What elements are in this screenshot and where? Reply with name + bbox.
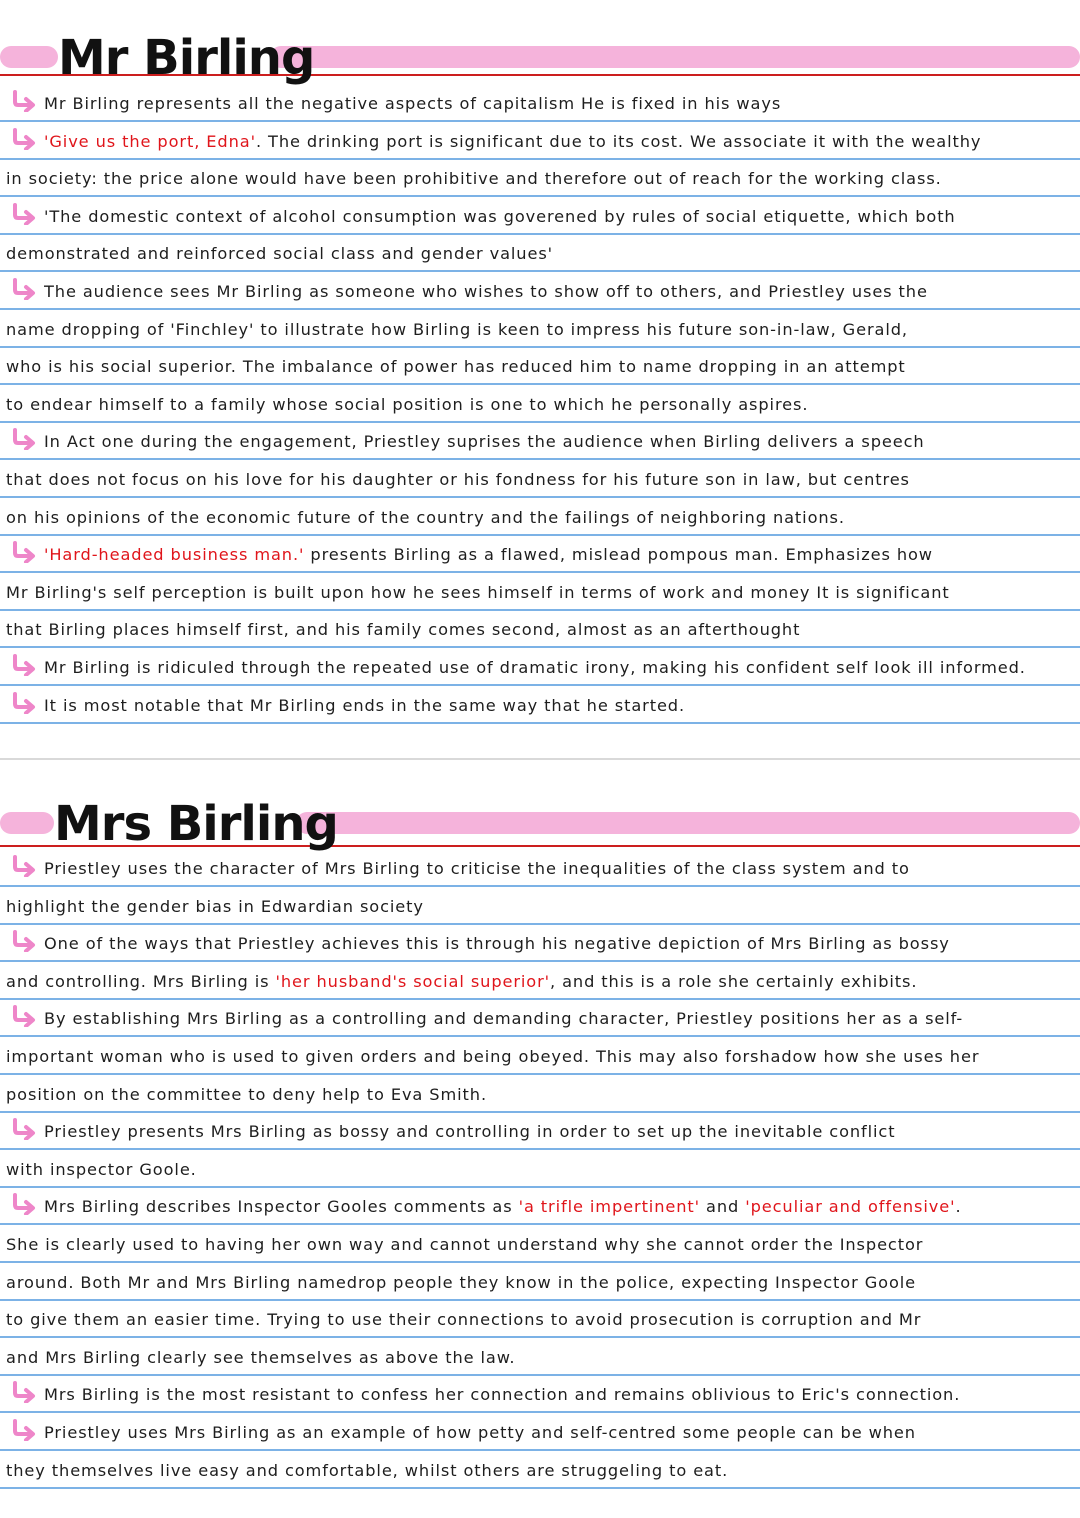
note-text [44, 1385, 1076, 1405]
note-line [0, 1150, 1080, 1188]
text-run: to endear himself to a family whose social position is one to which he personally aspires. [6, 394, 809, 414]
quote-text: 'peculiar and offensive' [745, 1197, 956, 1217]
note-text [6, 897, 1076, 917]
text-run: around. Both Mr and Mrs Birling namedrop people they know in the police, expecting Inspector Goole [6, 1272, 917, 1292]
text-run: that Birling places himself first, and his family comes second, almost as an afterthought [6, 620, 801, 640]
note-text [44, 934, 1076, 954]
note-text [6, 1085, 1076, 1105]
note-line [0, 1451, 1080, 1489]
note-text [44, 1423, 1076, 1443]
text-run: She is clearly used to having her own way and cannot understand why she cannot order the Inspector [6, 1235, 924, 1254]
text-run: Mrs Birling is the most resistant to confess her connection and remains oblivious to Eric's connection. [44, 1385, 961, 1405]
note-text [6, 1160, 1076, 1180]
note-bullet-line [0, 1112, 1080, 1150]
text-run: they themselves live easy and comfortable, whilst others are struggeling to eat. [6, 1460, 729, 1480]
text-run: Mr Birling's self perception is built upon how he sees himself in terms of work and money It is significant [6, 582, 950, 602]
note-text [6, 1348, 1076, 1368]
text-run: and [699, 1197, 746, 1217]
text-run: position on the committee to deny help to Eva Smith. [6, 1084, 487, 1104]
quote-text: 'Hard-headed business man.' [44, 545, 305, 565]
text-run: Mr Birling represents all the negative aspects of capitalism He is fixed in his ways [44, 94, 782, 113]
text-run: name dropping of 'Finchley' to illustrate how Birling is keen to impress his future son-in-law, Gerald, [6, 319, 908, 339]
text-run: Mr Birling is ridiculed through the repeated use of dramatic irony, making his confident self look ill informed. [44, 658, 1026, 677]
text-run: and Mrs Birling clearly see themselves as above the law. [6, 1347, 516, 1367]
text-run: in society: the price alone would have been prohibitive and therefore out of reach for the working class. [6, 169, 942, 189]
text-run: Priestley uses the character of Mrs Birling to criticise the inequalities of the class system and to [44, 859, 910, 878]
text-run: By establishing Mrs Birling as a controlling and demanding character, Priestley positions her as a self- [44, 1009, 964, 1029]
note-text [6, 1047, 1076, 1067]
text-run: Priestley presents Mrs Birling as bossy and controlling in order to set up the inevitable conflict [44, 1122, 896, 1142]
text-run: that does not focus on his love for his daughter or his fondness for his future son in law, but centres [6, 470, 910, 489]
text-run: , and this is a role she certainly exhibits. [550, 971, 918, 991]
note-line [0, 887, 1080, 925]
note-text [44, 1009, 1076, 1029]
note-text [44, 1197, 1076, 1217]
text-run: Priestley uses Mrs Birling as an example of how petty and self-centred some people can be when [44, 1423, 916, 1442]
text-run: presents Birling as a flawed, mislead pompous man. Emphasizes how [304, 545, 933, 565]
text-run: Mrs Birling describes Inspector Gooles comments as [44, 1197, 519, 1217]
curved-arrow-right-icon [10, 855, 38, 877]
text-run: The audience sees Mr Birling as someone who wishes to show off to others, and Priestley uses the [44, 282, 928, 301]
quote-text: 'a trifle impertinent' [518, 1197, 700, 1217]
note-line [0, 1263, 1080, 1301]
curved-arrow-right-icon [10, 1419, 38, 1441]
text-run: on his opinions of the economic future of the country and the failings of neighboring nations. [6, 507, 845, 527]
curved-arrow-right-icon [10, 1005, 38, 1027]
text-run: with inspector Goole. [6, 1159, 197, 1179]
note-line [0, 1338, 1080, 1376]
note-line [0, 962, 1080, 1000]
note-text [6, 1235, 1076, 1255]
text-run: One of the ways that Priestley achieves this is through his negative depiction of Mrs Birling as bossy [44, 934, 950, 954]
text-run: demonstrated and reinforced social class and gender values' [6, 244, 553, 264]
note-bullet-line [0, 999, 1080, 1037]
curved-arrow-right-icon [10, 930, 38, 952]
text-run: who is his social superior. The imbalance of power has reduced him to name dropping in an attempt [6, 357, 906, 377]
note-text [44, 859, 1076, 879]
note-text [6, 1461, 1076, 1481]
note-text [6, 1310, 1076, 1330]
note-bullet-line [0, 1187, 1080, 1225]
note-bullet-line [0, 849, 1080, 887]
note-bullet-line [0, 1375, 1080, 1413]
note-bullet-line [0, 1413, 1080, 1451]
note-line [0, 1075, 1080, 1113]
note-line [0, 1225, 1080, 1263]
section-title: Mrs Birling [54, 796, 338, 852]
quote-text: 'Give us the port, Edna' [44, 131, 256, 151]
note-line [0, 1037, 1080, 1075]
note-text [44, 1122, 1076, 1142]
curved-arrow-right-icon [10, 1381, 38, 1403]
text-run: and controlling. Mrs Birling is [6, 971, 276, 991]
title-highlight-right [296, 812, 1080, 834]
text-run: 'The domestic context of alcohol consumption was goverened by rules of social etiquette, which both [44, 206, 956, 226]
text-run: important woman who is used to given orders and being obeyed. This may also forshadow how she uses her [6, 1047, 980, 1066]
note-text [6, 972, 1076, 992]
title-highlight-left [0, 812, 54, 834]
text-run: . [955, 1197, 962, 1217]
note-line [0, 1300, 1080, 1338]
quote-text: 'her husband's social superior' [275, 971, 551, 991]
curved-arrow-right-icon [10, 1118, 38, 1140]
curved-arrow-right-icon [10, 1193, 38, 1215]
text-run: In Act one during the engagement, Priestley suprises the audience when Birling delivers a speech [44, 432, 925, 452]
text-run: to give them an easier time. Trying to use their connections to avoid prosecution is corruption and Mr [6, 1310, 922, 1330]
section-title: Mr Birling [58, 30, 315, 86]
note-text [6, 1273, 1076, 1293]
text-run: It is most notable that Mr Birling ends in the same way that he started. [44, 695, 686, 715]
note-bullet-line [0, 924, 1080, 962]
text-run: . The drinking port is significant due to its cost. We associate it with the wealthy [255, 131, 982, 151]
text-run: highlight the gender bias in Edwardian society [6, 896, 424, 916]
